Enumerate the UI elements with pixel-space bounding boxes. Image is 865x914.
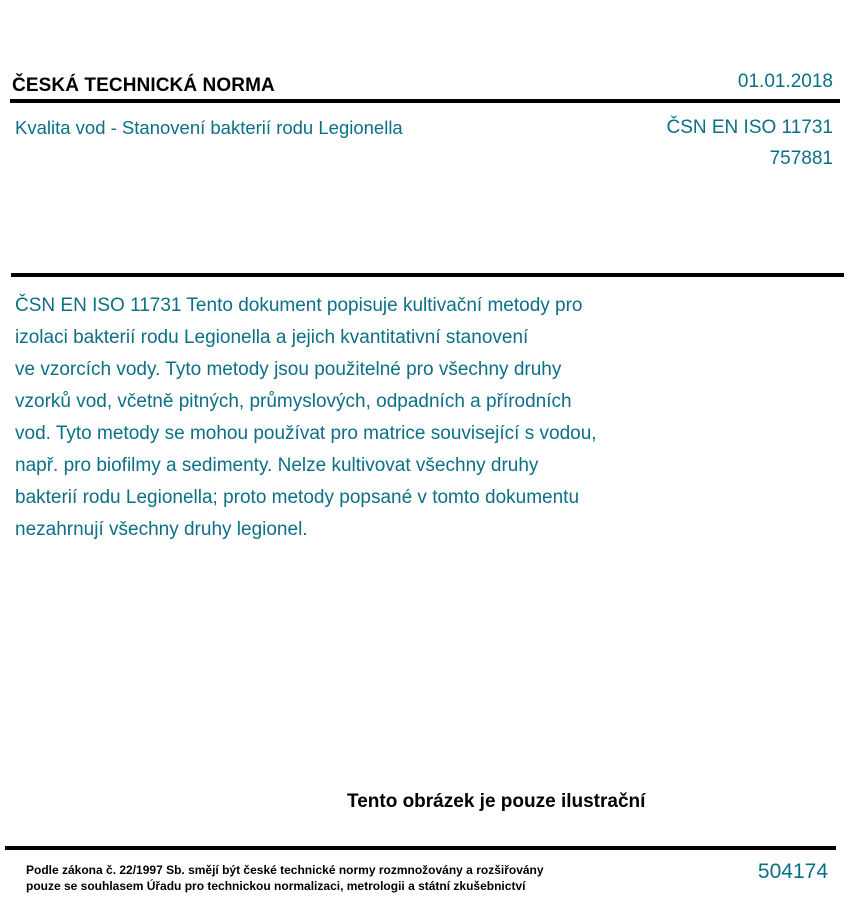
document-id: 504174 — [757, 860, 828, 883]
abstract-line: ČSN EN ISO 11731 Tento dokument popisuje kultivační metody pro — [15, 295, 583, 316]
abstract-line: např. pro biofilmy a sedimenty. Nelze kultivovat všechny druhy — [15, 455, 539, 476]
abstract-line: izolaci bakterií rodu Legionella a jejich kvantitativní stanovení — [15, 327, 529, 348]
abstract-line: ve vzorcích vody. Tyto metody jsou použitelné pro všechny druhy — [15, 359, 562, 380]
standard-subject: Kvalita vod - Stanovení bakterií rodu Legionella — [15, 117, 403, 138]
illustration-note: Tento obrázek je pouze ilustrační — [347, 791, 646, 812]
abstract-text — [15, 290, 675, 546]
header-divider — [10, 99, 840, 103]
standard-number: ČSN EN ISO 11731 — [666, 117, 833, 138]
abstract-line: vzorků vod, včetně pitných, průmyslových, odpadních a přírodních — [15, 391, 572, 412]
footer-divider — [5, 846, 836, 850]
abstract-line: vod. Tyto metody se mohou používat pro matrice související s vodou, — [15, 423, 597, 444]
abstract-line: bakterií rodu Legionella; proto metody popsané v tomto dokumentu — [15, 487, 580, 508]
abstract-line: nezahrnují všechny druhy legionel. — [15, 519, 308, 540]
section-divider — [11, 273, 844, 277]
document-title: ČESKÁ TECHNICKÁ NORMA — [12, 75, 275, 96]
legal-notice-line: pouze se souhlasem Úřadu pro technickou normalizaci, metrologii a státní zkušebnictví — [26, 879, 526, 893]
legal-notice-line: Podle zákona č. 22/1997 Sb. smějí být české technické normy rozmnožovány a rozšiřovány — [26, 863, 544, 877]
catalog-number: 757881 — [769, 148, 833, 169]
legal-notice — [26, 862, 544, 894]
issue-date: 01.01.2018 — [737, 71, 833, 92]
